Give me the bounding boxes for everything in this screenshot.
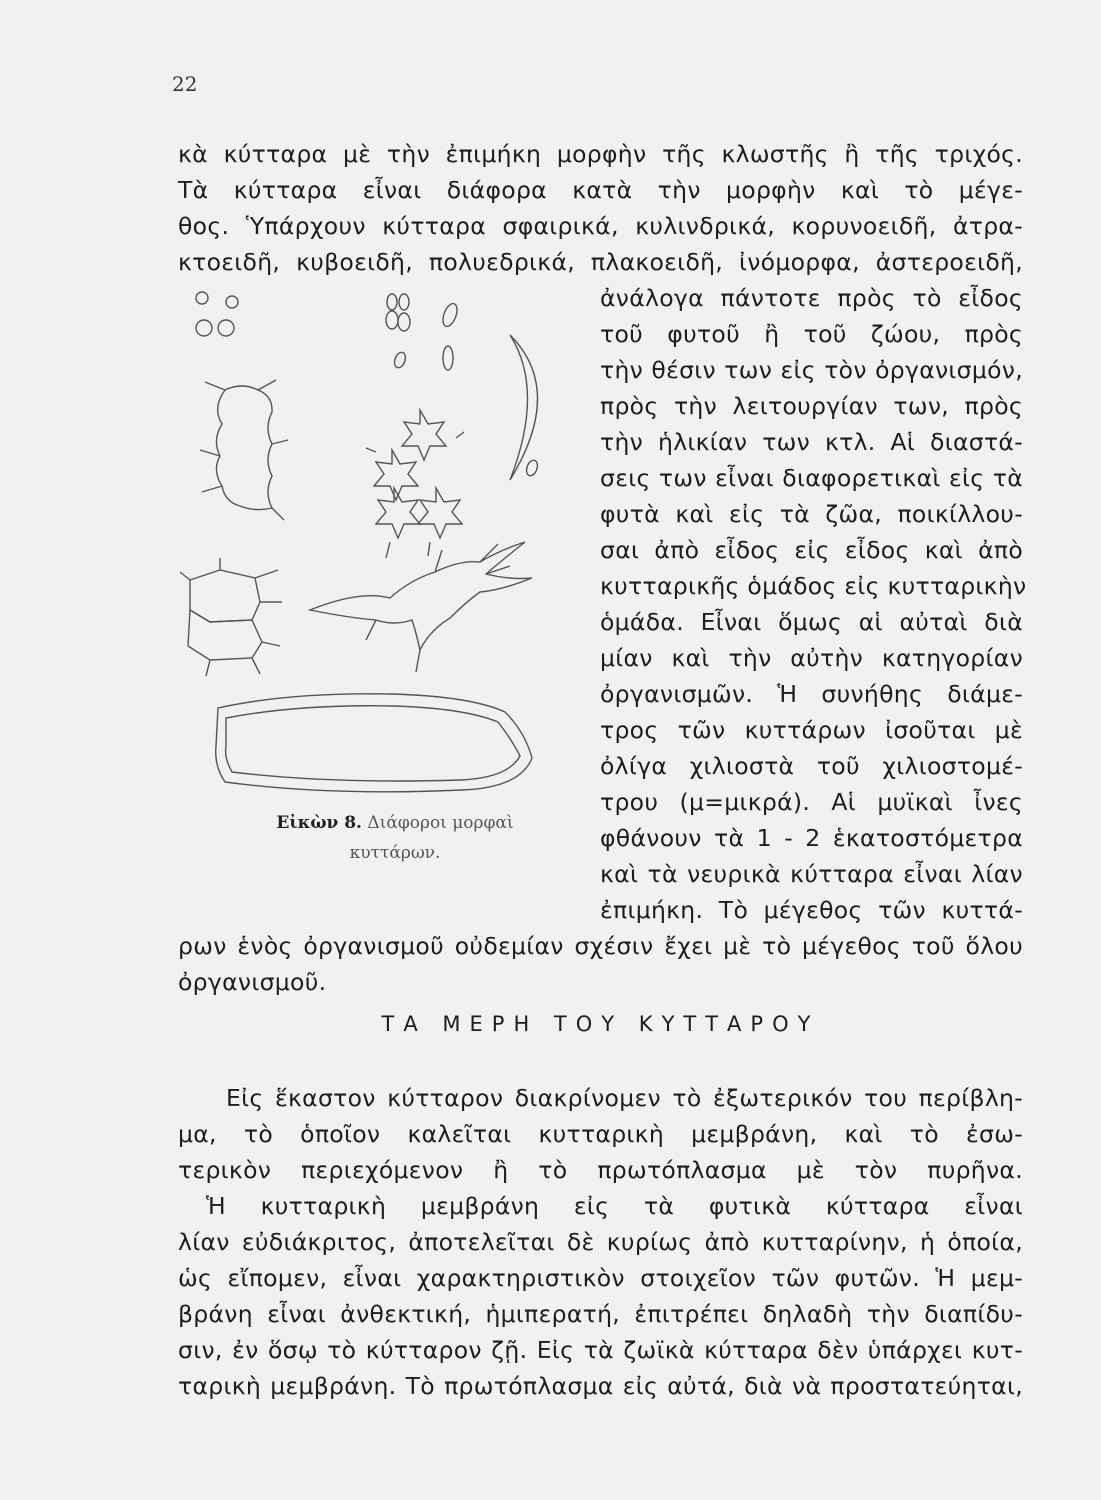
hexagonal-cells-drawing xyxy=(180,558,282,676)
text-line: μα, τὸ ὁποῖον καλεῖται κυτταρικὴ μεμβράνη, καὶ τὸ ἐσω- xyxy=(178,1120,1023,1148)
side-text-line: φυτὰ καὶ εἰς τὰ ζῶα, ποικίλλου- xyxy=(600,500,1023,528)
star-cells-drawing xyxy=(366,410,464,558)
text-line: ταρικὴ μεμβράνη. Τὸ πρωτόπλασμα εἰς αὐτά, διὰ νὰ προστατεύηται, xyxy=(178,1372,1023,1400)
oval-cells-drawing xyxy=(386,294,539,477)
side-text-line: πρὸς τὴν λειτουργίαν των, πρὸς xyxy=(600,392,1023,420)
side-text-line: τοῦ φυτοῦ ἢ τοῦ ζώου, πρὸς xyxy=(600,320,1023,348)
text-line: τερικὸν περιεχόμενον ἢ τὸ πρωτόπλασμα μὲ τὸν πυρῆνα. xyxy=(178,1156,1023,1184)
text-line: Εἰς ἕκαστον κύτταρον διακρίνομεν τὸ ἐξωτερικόν του περίβλη- xyxy=(226,1084,1023,1112)
side-text-line: μίαν καὶ τὴν αὐτὴν κατηγορίαν xyxy=(600,644,1023,672)
side-text-line: σεις των εἶναι διαφορετικαὶ εἰς τὰ xyxy=(600,464,1023,492)
section-heading: ΤΑ ΜΕΡΗ ΤΟΥ ΚΥΤΤΑΡΟΥ xyxy=(381,1012,820,1036)
side-text-line: ἀνάλογα πάντοτε πρὸς τὸ εἶδος xyxy=(600,284,1023,312)
figure-caption xyxy=(200,808,590,868)
page-number: 22 xyxy=(172,72,198,96)
branched-cell-drawing xyxy=(310,542,532,672)
side-text-line: σαι ἀπὸ εἶδος εἰς εἶδος καὶ ἀπὸ xyxy=(600,536,1023,564)
text-line: βράνη εἶναι ἀνθεκτική, ἡμιπερατή, ἐπιτρέπει δηλαδὴ τὴν διαπίδυ- xyxy=(178,1300,1023,1328)
side-text-line: φθάνουν τὰ 1 - 2 ἑκατοστόμετρα xyxy=(600,824,1023,852)
text-line: ρων ἑνὸς ὀργανισμοῦ οὐδεμίαν σχέσιν ἔχει μὲ τὸ μέγεθος τοῦ ὅλου xyxy=(178,932,1023,960)
text-line: σιν, ἐν ὅσῳ τὸ κύτταρον ζῇ. Εἰς τὰ ζωϊκὰ κύτταρα δὲν ὑπάρχει κυτ- xyxy=(178,1336,1023,1364)
text-line: λίαν εὐδιάκριτος, ἀποτελεῖται δὲ κυρίως ἀπὸ κυτταρίνην, ἡ ὁποία, xyxy=(178,1228,1023,1256)
wavy-cell-drawing xyxy=(200,380,288,520)
side-text-line: ὁμάδα. Εἶναι ὅμως αἱ αὐταὶ διὰ xyxy=(600,608,1023,636)
side-text-line: ὀλίγα χιλιοστὰ τοῦ χιλιοστομέ- xyxy=(600,752,1023,780)
figure-caption-line: Διάφοροι μορφαὶ xyxy=(367,813,514,833)
side-text-line: τρου (μ=μικρά). Αἱ μυϊκαὶ ἶνες xyxy=(600,788,1023,816)
side-text-line: ὀργανισμῶν. Ἡ συνήθης διάμε- xyxy=(600,680,1023,708)
text-line: κὰ κύτταρα μὲ τὴν ἐπιμήκη μορφὴν τῆς κλωστῆς ἢ τῆς τριχός. xyxy=(178,140,1023,168)
side-text-line: καὶ τὰ νευρικὰ κύτταρα εἶναι λίαν xyxy=(600,860,1023,888)
spherical-cells-drawing xyxy=(196,292,238,336)
crescent-cell-drawing xyxy=(510,335,538,480)
side-text-line: τὴν θέσιν των εἰς τὸν ὀργανισμόν, xyxy=(600,356,1023,384)
side-text-line: τρος τῶν κυττάρων ἰσοῦται μὲ xyxy=(600,716,1023,744)
text-line: Τὰ κύτταρα εἶναι διάφορα κατὰ τὴν μορφὴν καὶ τὸ μέγε- xyxy=(178,176,1023,204)
text-line: θος. Ὑπάρχουν κύτταρα σφαιρικά, κυλινδρικά, κορυνοειδῆ, ἀτρα- xyxy=(178,212,1023,240)
text-line: ὀργανισμοῦ. xyxy=(178,968,327,996)
flat-cell-drawing xyxy=(216,694,532,792)
side-text-line: κυτταρικῆς ὁμάδος εἰς κυτταρικὴν xyxy=(600,572,1027,600)
text-line: κτοειδῆ, κυβοειδῆ, πολυεδρικά, πλακοειδῆ, ἰνόμορφα, ἀστεροειδῆ, xyxy=(178,248,1023,276)
text-line: Ἡ κυτταρικὴ μεμβράνη εἰς τὰ φυτικὰ κύτταρα εἶναι xyxy=(206,1192,1023,1220)
side-text-line: ἐπιμήκη. Τὸ μέγεθος τῶν κυττά- xyxy=(600,896,1023,924)
figure-caption-line: κυττάρων. xyxy=(349,843,441,863)
text-line: ὡς εἴπομεν, εἶναι χαρακτηριστικὸν στοιχεῖον τῶν φυτῶν. Ἡ μεμ- xyxy=(178,1264,1023,1292)
figure-label: Εἰκὼν 8. xyxy=(276,813,362,833)
side-text-line: τὴν ἡλικίαν των κτλ. Αἱ διαστά- xyxy=(600,428,1023,456)
cell-shapes-figure xyxy=(180,280,590,800)
